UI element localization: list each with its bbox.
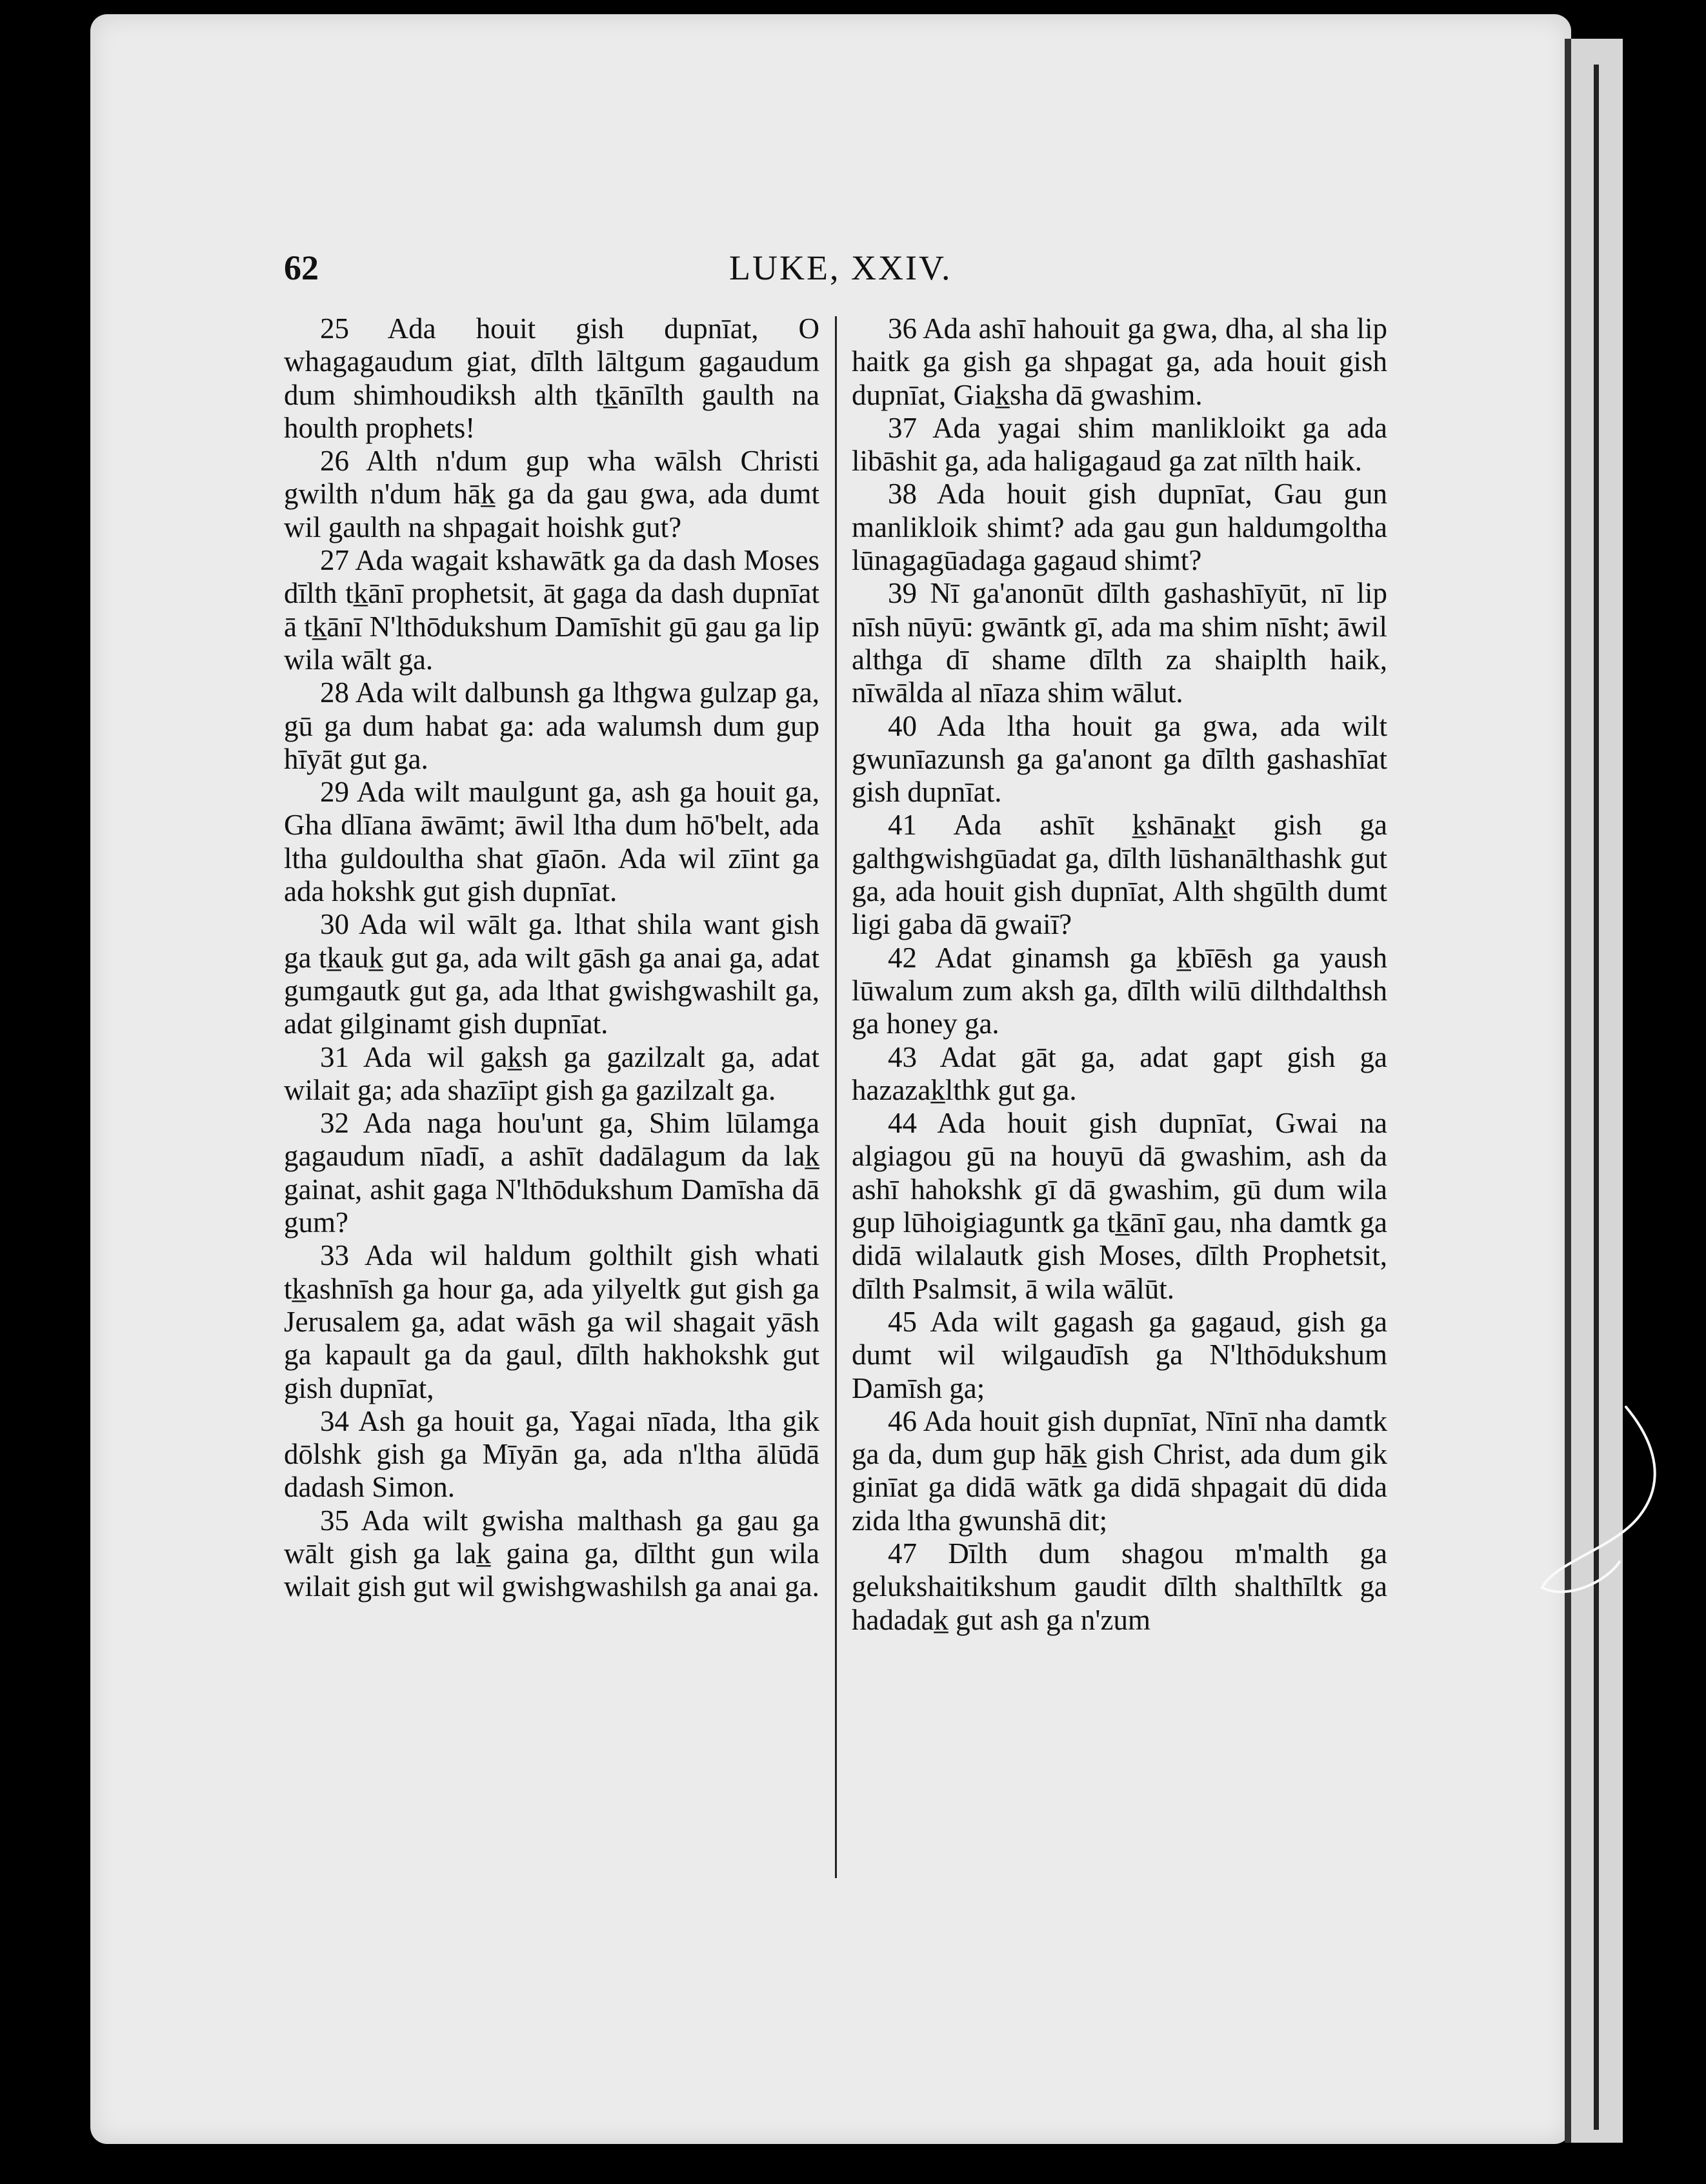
verse [284, 312, 819, 445]
verse-text: Ada wilt gagash ga gagaud, gish ga dumt wil wilgaudīsh ga N'lthōdukshum Damīsh ga; [852, 1305, 1387, 1404]
verse-number: 37 [888, 411, 917, 444]
verse-number: 27 [320, 544, 349, 577]
verse [284, 1405, 819, 1504]
verse-number: 45 [888, 1305, 917, 1338]
verse-number: 28 [320, 676, 349, 709]
verse-text: Dīlth dum shagou m'malth ga gelukshaitikshum gaudit dīlth shalthīltk ga hadadak̲ gut ash ga n'zum [852, 1537, 1387, 1636]
verse-number: 32 [320, 1107, 349, 1140]
verse-text: Ada houit gish dupnīat, Nīnī nha damtk ga da, dum gup hāk̲ gish Christ, ada dum gik ginīat ga didā wātk ga didā shpagait dū dida zida ltha gwunshā dit; [852, 1404, 1387, 1537]
page-header [284, 248, 1420, 293]
verse [852, 1041, 1387, 1107]
verse-text: Ada wilt dalbunsh ga lthgwa gulzap ga, gū ga dum habat ga: ada walumsh dum gup hīyāt gut ga. [284, 676, 819, 775]
left-column [284, 312, 819, 1604]
verse [852, 1537, 1387, 1637]
verse-number: 39 [888, 577, 917, 610]
verse [852, 577, 1387, 709]
column-divider [835, 316, 837, 1878]
verse [284, 908, 819, 1040]
verse-number: 41 [888, 809, 917, 842]
verse [284, 544, 819, 676]
verse [284, 1041, 819, 1107]
verse-number: 43 [888, 1040, 917, 1073]
verse [852, 312, 1387, 412]
verse [852, 478, 1387, 577]
verse-text: Ada naga hou'unt ga, Shim lūlamga gagaudum nīadī, a ashīt dadālagum da lak̲ gainat, ashit gaga N'lthōdukshum Damīsha dā gum? [284, 1107, 819, 1239]
verse-text: Ada houit gish dupnīat, O whagagaudum giat, dīlth lāltgum gagaudum dum shimhoudiksh alth tk̲ānīlth gaulth na houlth prophets! [284, 312, 819, 444]
verse-text: Ada wagait kshawātk ga da dash Moses dīlth tk̲ānī prophetsit, āt gaga da dash dupnīat ā tk̲ānī N'lthōdukshum Damīshit gū gau ga lip wila wālt ga. [284, 544, 819, 676]
verse-number: 42 [888, 941, 917, 974]
verse-number: 38 [888, 478, 917, 511]
verse [852, 942, 1387, 1041]
verse-text: Ada wil gak̲sh ga gazilzalt ga, adat wilait ga; ada shazīipt gish ga gazilzalt ga. [284, 1040, 819, 1106]
verse-number: 46 [888, 1404, 917, 1437]
verse-text: Ada houit gish dupnīat, Gau gun manlikloik shimt? ada gau gun haldumgoltha lūnagagūadaga gagaud shimt? [852, 478, 1387, 577]
verse-text: Ada wil wālt ga. lthat shila want gish ga tk̲auk̲ gut ga, ada wilt gāsh ga anai ga, adat gumgautk gut ga, ada lthat gwishgwashilt ga, adat gilginamt gish dupnīat. [284, 908, 819, 1040]
right-column [852, 312, 1387, 1637]
verse [852, 1405, 1387, 1537]
verse-number: 40 [888, 709, 917, 742]
verse [284, 1107, 819, 1239]
verse-number: 36 [888, 312, 917, 345]
verse-text: Adat gāt ga, adat gapt gish ga hazazak̲lthk gut ga. [852, 1040, 1387, 1106]
verse-text: Nī ga'anonūt dīlth gashashīyūt, nī lip nīsh nūyū: gwāntk gī, ada ma shim nīsht; āwil althga dī shame dīlth za shaiplth haik, nīwālda al nīaza shim wālut. [852, 577, 1388, 709]
verse-number: 25 [320, 312, 349, 345]
verse-number: 26 [320, 445, 349, 478]
verse [852, 1306, 1387, 1405]
verse [284, 676, 819, 776]
verse-number: 44 [888, 1107, 917, 1140]
verse [852, 1107, 1387, 1306]
verse-text: Ada yagai shim manlikloikt ga ada libāshit ga, ada haligagaud ga zat nīlth haik. [852, 411, 1387, 478]
page-number: 62 [284, 248, 319, 287]
running-title: LUKE, XXIV. [729, 248, 952, 287]
verse-text: Ada houit gish dupnīat, Gwai na algiagou gū na houyū dā gwashim, ash da ashī hahokshk gī dā gwashim, gū dum wila gup lūhoigiaguntk ga tk̲ānī gau, nha damtk ga didā wilalautk gish Moses, dīlth Prophetsit, dīlth Psalmsit, ā wila wālūt. [852, 1107, 1387, 1305]
verse-number: 30 [320, 908, 349, 941]
verse [852, 710, 1387, 809]
verse-text: Alth n'dum gup wha wālsh Christi gwilth n'dum hāk̲ ga da gau gwa, ada dumt wil gaulth na shpagait hoishk gut? [284, 445, 819, 543]
pencil-mark [1529, 1394, 1671, 1607]
verse-number: 34 [320, 1404, 349, 1437]
verse [284, 1504, 819, 1604]
verse-text: Ash ga houit ga, Yagai nīada, ltha gik dōlshk gish ga Mīyān ga, ada n'ltha ālūdā dadash Simon. [284, 1404, 819, 1504]
verse-number: 33 [320, 1239, 349, 1272]
verse [852, 412, 1387, 478]
verse [284, 1239, 819, 1404]
verse-number: 47 [888, 1537, 917, 1570]
verse-text: Ada ashī hahouit ga gwa, dha, al sha lip haitk ga gish ga shpagat ga, ada houit gish dupnīat, Giak̲sha dā gwashim. [852, 312, 1387, 411]
verse-number: 31 [320, 1040, 349, 1073]
verse-number: 29 [320, 776, 349, 809]
binding-shadow [1594, 65, 1599, 2130]
verse-text: Ada wil haldum golthilt gish whati tk̲ashnīsh ga hour ga, ada yilyeltk gut gish ga Jerusalem ga, adat wāsh ga wil shagait yāsh ga kapault ga da gaul, dīlth hakhokshk gut gish dupnīat, [284, 1239, 819, 1404]
verse-text: Adat ginamsh ga k̲bīēsh ga yaush lūwalum zum aksh ga, dīlth wilū dilthdalthsh ga honey ga. [852, 941, 1387, 1040]
verse-text: Ada ltha houit ga gwa, ada wilt gwunīazunsh ga ga'anont ga dīlth gashashīat gish dupnīat. [852, 709, 1387, 809]
verse-number: 35 [320, 1504, 349, 1537]
verse-text: Ada wilt gwisha malthash ga gau ga wālt gish ga lak̲ gaina ga, dīltht gun wila wilait gish gut wil gwishgwashilsh ga anai ga. [284, 1504, 819, 1603]
verse-text: Ada wilt maulgunt ga, ash ga houit ga, Gha dlīana āwāmt; āwil ltha dum hō'belt, ada ltha guldoultha shat gīaōn. Ada wil zīint ga ada hokshk gut gish dupnīat. [284, 776, 819, 908]
verse-text: Ada ashīt k̲shānak̲t gish ga galthgwishgūadat ga, dīlth lūshanālthashk gut ga, ada houit gish dupnīat, Alth shgūlth dumt ligi gaba dā gwaiī? [852, 809, 1387, 941]
verse [284, 776, 819, 908]
verse [284, 445, 819, 544]
verse [852, 809, 1387, 941]
